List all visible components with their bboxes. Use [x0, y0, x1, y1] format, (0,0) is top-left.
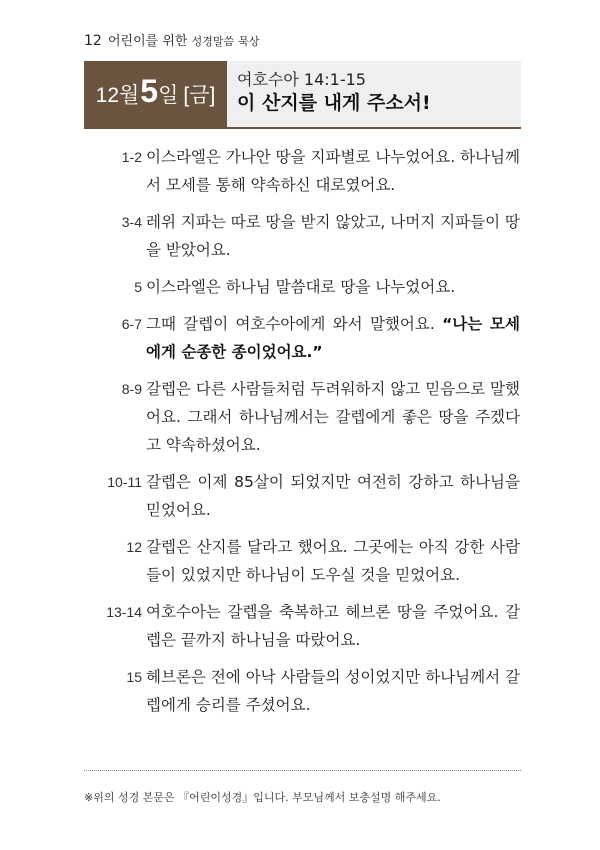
verse-list	[92, 143, 520, 728]
date-month: 12월	[95, 84, 140, 107]
date-box	[84, 61, 227, 127]
verse-item	[92, 533, 520, 589]
verse-number: 6-7	[121, 316, 142, 332]
reading-title: 이 산지를 내게 주소서!	[237, 92, 431, 114]
date-weekday: [금]	[183, 84, 216, 107]
date-day-word: 일	[158, 84, 179, 107]
verse-number: 5	[134, 279, 142, 295]
page-number: 12	[84, 33, 102, 49]
verse-text-plain: 그때 갈렙이 여호수아에게 와서 말했어요.	[146, 315, 435, 333]
book-title-part2: 성경말씀	[191, 35, 235, 48]
verse-number: 8-9	[121, 381, 142, 397]
scripture-reference: 여호수아 14:1-15	[237, 70, 366, 89]
verse-number: 13-14	[106, 604, 142, 620]
verse-item	[92, 375, 520, 459]
title-box	[227, 61, 521, 127]
verse-text: 여호수아는 갈렙을 축복하고 헤브론 땅을 주었어요. 갈렙은 끝까지 하나님을 따랐어요.	[146, 603, 520, 649]
verse-text: 레위 지파는 따로 땅을 받지 않았고, 나머지 지파들이 땅을 받았어요.	[146, 213, 520, 259]
verse-item	[92, 468, 520, 524]
verse-text: 갈렙은 다른 사람들처럼 두려워하지 않고 믿음으로 말했어요. 그래서 하나님께서는 갈렙에게 좋은 땅을 주겠다고 약속하셨어요.	[146, 380, 520, 454]
verse-number: 3-4	[121, 214, 142, 230]
verse-number: 1-2	[121, 149, 142, 165]
verse-item	[92, 598, 520, 654]
verse-item	[92, 310, 520, 366]
verse-text: 갈렙은 산지를 달라고 했어요. 그곳에는 아직 강한 사람들이 있었지만 하나님이 도우실 것을 믿었어요.	[146, 538, 520, 584]
verse-number: 15	[126, 669, 142, 685]
verse-item	[92, 273, 520, 301]
date-day: 5	[140, 73, 159, 109]
verse-text: 이스라엘은 가나안 땅을 지파별로 나누었어요. 하나님께서 모세를 통해 약속하신 대로였어요.	[146, 148, 520, 194]
verse-text: 헤브론은 전에 아낙 사람들의 성이었지만 하나님께서 갈렙에게 승리를 주셨어요.	[146, 668, 520, 714]
verse-text: 갈렙은 이제 85살이 되었지만 여전히 강하고 하나님을 믿었어요.	[146, 473, 520, 519]
verse-item	[92, 143, 520, 199]
verse-quote-bold: “나는 모세에게 순종한 종이었어요.”	[146, 315, 520, 361]
verse-item	[92, 663, 520, 719]
verse-item	[92, 208, 520, 264]
reading-header-box	[84, 61, 521, 129]
verse-text	[146, 310, 520, 366]
verse-number: 10-11	[107, 474, 142, 490]
verse-number: 12	[126, 539, 142, 555]
book-title-part3: 묵상	[238, 35, 260, 48]
running-header	[84, 30, 260, 49]
verse-text: 이스라엘은 하나님 말씀대로 땅을 나누었어요.	[146, 278, 456, 296]
book-title-part1: 어린이를 위한	[107, 34, 188, 49]
footnote-divider	[84, 770, 521, 771]
footnote: ※위의 성경 본문은 『어린이성경』입니다. 부모님께서 보충설명 해주세요.	[84, 791, 441, 804]
